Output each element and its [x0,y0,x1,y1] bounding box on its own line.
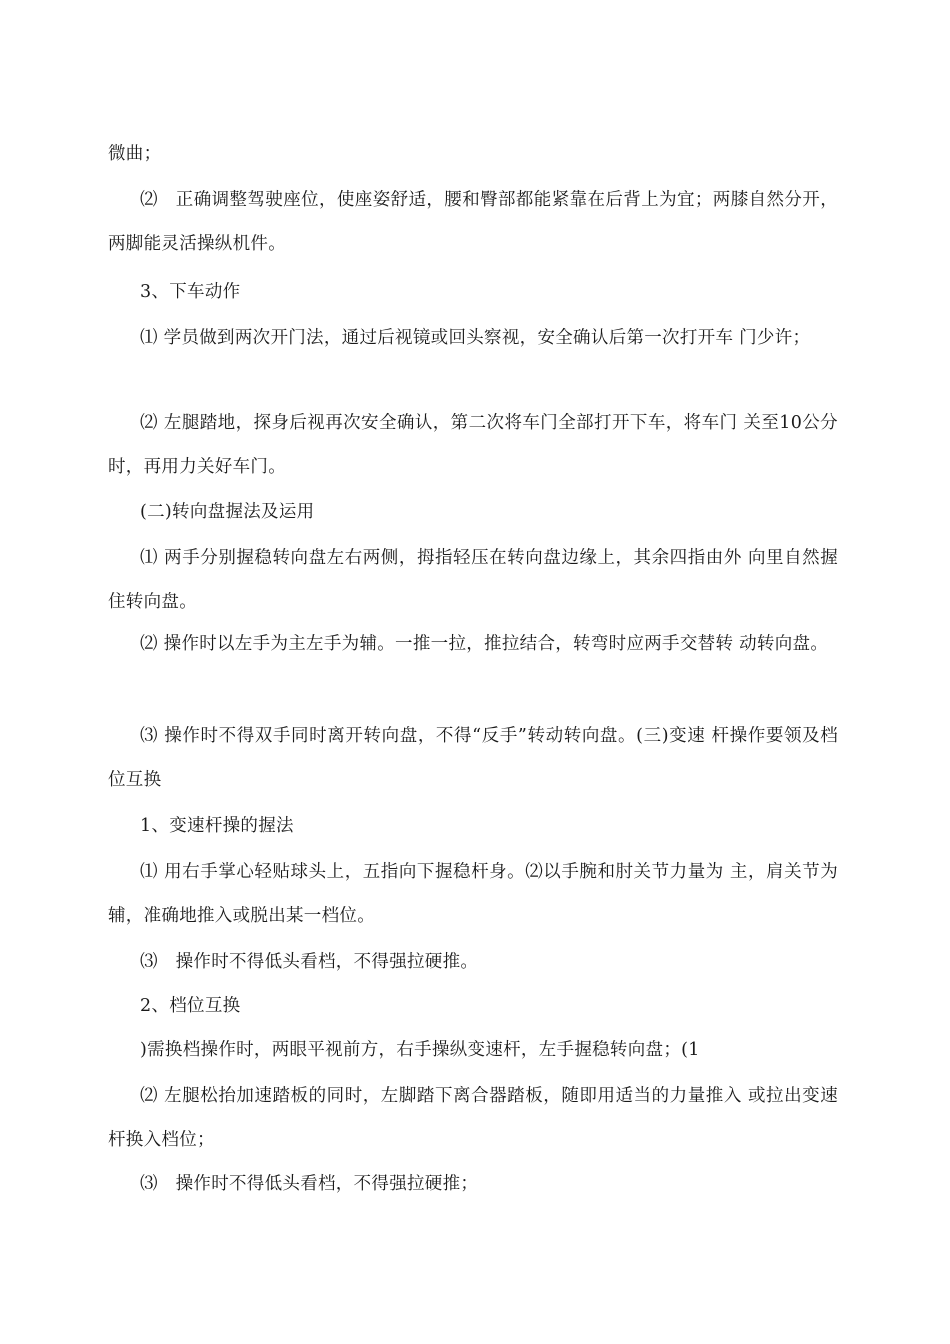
paragraph-seat-adjustment: ⑵ 正确调整驾驶座位，使座姿舒适，腰和臀部都能紧靠在后背上为宜；两膝自然分开，两脚能灵活操纵机件。 [108,190,838,254]
paragraph-steering-prohibition: ⑶ 操作时不得双手同时离开转向盘，不得“反手”转动转向盘。(三)变速 杆操作要领及档位互换 [108,726,838,790]
paragraph-gear-shift-step1: )需换档操作时，两眼平视前方，右手操纵变速杆，左手握稳转向盘；(1 [140,1040,700,1060]
paragraph-gear-lever-grip: ⑴ 用右手掌心轻贴球头上，五指向下握稳杆身。⑵以手腕和肘关节力量为 主，肩关节为辅，准确地推入或脱出某一档位。 [108,862,838,926]
paragraph-gear-no-looking: ⑶ 操作时不得低头看档，不得强拉硬推。 [140,952,479,972]
paragraph-exit-step: ⑵ 左腿踏地，探身后视再次安全确认，第二次将车门全部打开下车，将车门 关至10公分时，再用力关好车门。 [108,413,838,477]
paragraph-gear-shift-step3: ⑶ 操作时不得低头看档，不得强拉硬推； [140,1174,479,1194]
paragraph-open-door-twice: ⑴ 学员做到两次开门法，通过后视镜或回头察视，安全确认后第一次打开车 门少许； [140,328,811,348]
section-heading-gear-lever-grip: 1、变速杆操的握法 [140,816,294,836]
paragraph-gear-shift-step2: ⑵ 左腿松抬加速踏板的同时，左脚踏下离合器踏板，随即用适当的力量推入 或拉出变速杆换入档位； [108,1086,838,1150]
paragraph-steering-operation: ⑵ 操作时以左手为主左手为辅。一推一拉，推拉结合，转弯时应两手交替转 动转向盘。 [140,634,829,654]
section-heading-exit-vehicle: 3、下车动作 [140,282,241,302]
section-heading-steering-wheel: (二)转向盘握法及运用 [140,502,315,522]
paragraph-continuation: 微曲； [108,144,162,164]
paragraph-steering-grip: ⑴ 两手分别握稳转向盘左右两侧，拇指轻压在转向盘边缘上，其余四指由外 向里自然握住转向盘。 [108,548,838,612]
section-heading-gear-shift: 2、档位互换 [140,996,241,1016]
